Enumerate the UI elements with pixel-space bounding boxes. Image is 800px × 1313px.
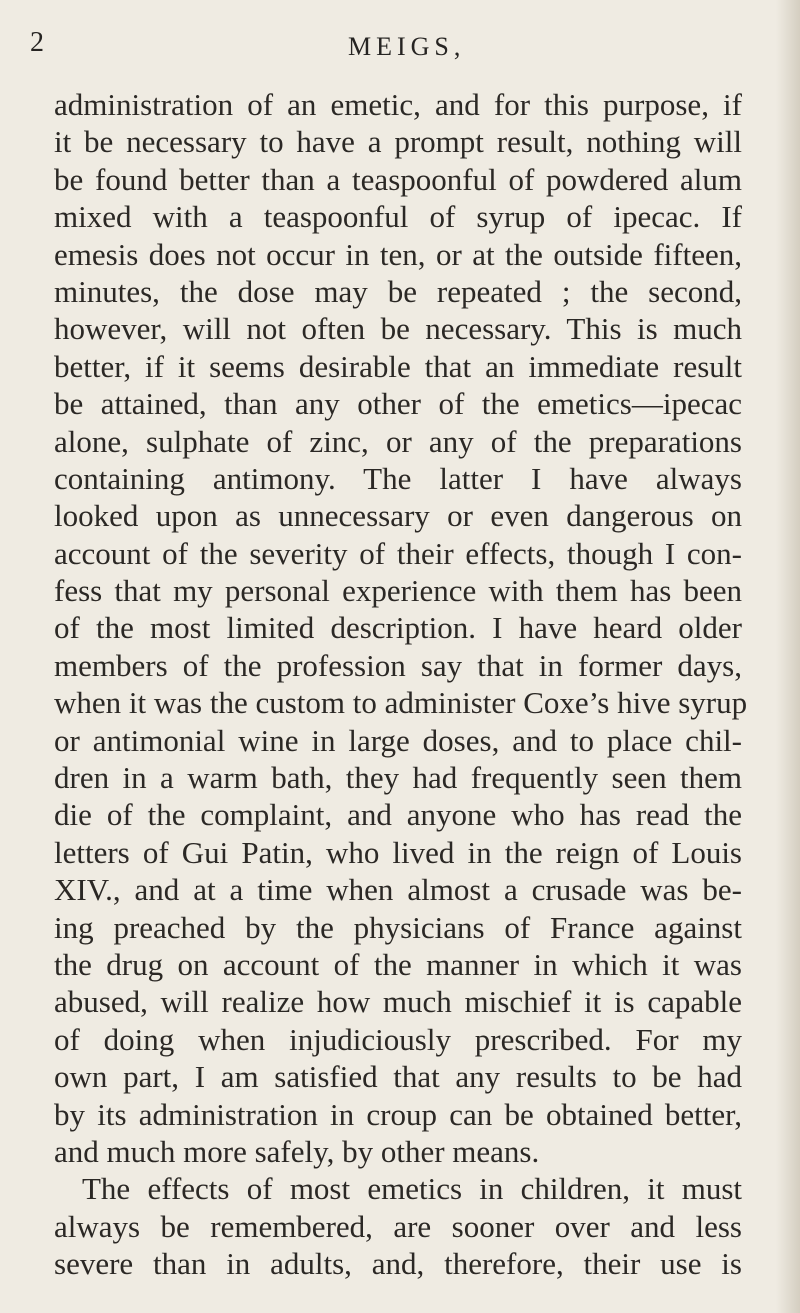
text-line: XIV., and at a time when almost a crusade was be- [54,872,742,908]
page-edge-shadow [776,0,800,1313]
text-line: be attained, than any other of the emetics—ipecac [54,386,742,422]
text-line: die of the complaint, and anyone who has read the [54,797,742,833]
text-line: own part, I am satisfied that any results to be had [54,1059,742,1095]
text-line: fess that my personal experience with them has been [54,573,742,609]
text-line: the drug on account of the manner in which it was [54,946,742,982]
text-line: minutes, the dose may be repeated ; the second, [54,273,742,309]
page-number: 2 [30,27,44,58]
text-line: account of the severity of their effects, though I con- [54,535,742,571]
text-line: The effects of most emetics in children, it must [82,1171,742,1207]
text-line: better, if it seems desirable that an immediate result [54,348,742,384]
page-header [30,26,770,74]
text-line: administration of an emetic, and for this purpose, if [54,87,742,122]
text-line: dren in a warm bath, they had frequently seen them [54,760,742,796]
text-line: alone, sulphate of zinc, or any of the preparations [54,423,742,459]
text-line: members of the profession say that in former days, [54,647,742,683]
text-line: letters of Gui Patin, who lived in the reign of Louis [54,834,742,870]
text-line: abused, will realize how much mischief it is capable [54,984,742,1020]
text-line: always be remembered, are sooner over and less [54,1208,742,1244]
text-line: of doing when injudiciously prescribed. For my [54,1021,742,1057]
text-line: of the most limited description. I have heard older [54,610,742,646]
body-text [54,86,748,1306]
text-line: it be necessary to have a prompt result, nothing will [54,124,742,160]
text-line: emesis does not occur in ten, or at the outside fifteen, [54,236,742,272]
running-head: MEIGS, [348,32,466,61]
text-line: looked upon as unnecessary or even dangerous on [54,498,742,534]
text-line: containing antimony. The latter I have always [54,460,742,496]
text-line: and much more safely, by other means. [54,1133,540,1169]
text-line: be found better than a teaspoonful of powdered alum [54,161,742,197]
text-line: or antimonial wine in large doses, and to place chil- [54,722,742,758]
text-line: when it was the custom to administer Coxe’s hive syrup [54,685,748,721]
text-line: by its administration in croup can be obtained better, [54,1096,742,1132]
text-line: ing preached by the physicians of France against [54,909,742,945]
text-line: mixed with a teaspoonful of syrup of ipecac. If [54,199,742,235]
text-line: however, will not often be necessary. This is much [54,311,742,347]
text-line: severe than in adults, and, therefore, their use is [54,1246,742,1282]
